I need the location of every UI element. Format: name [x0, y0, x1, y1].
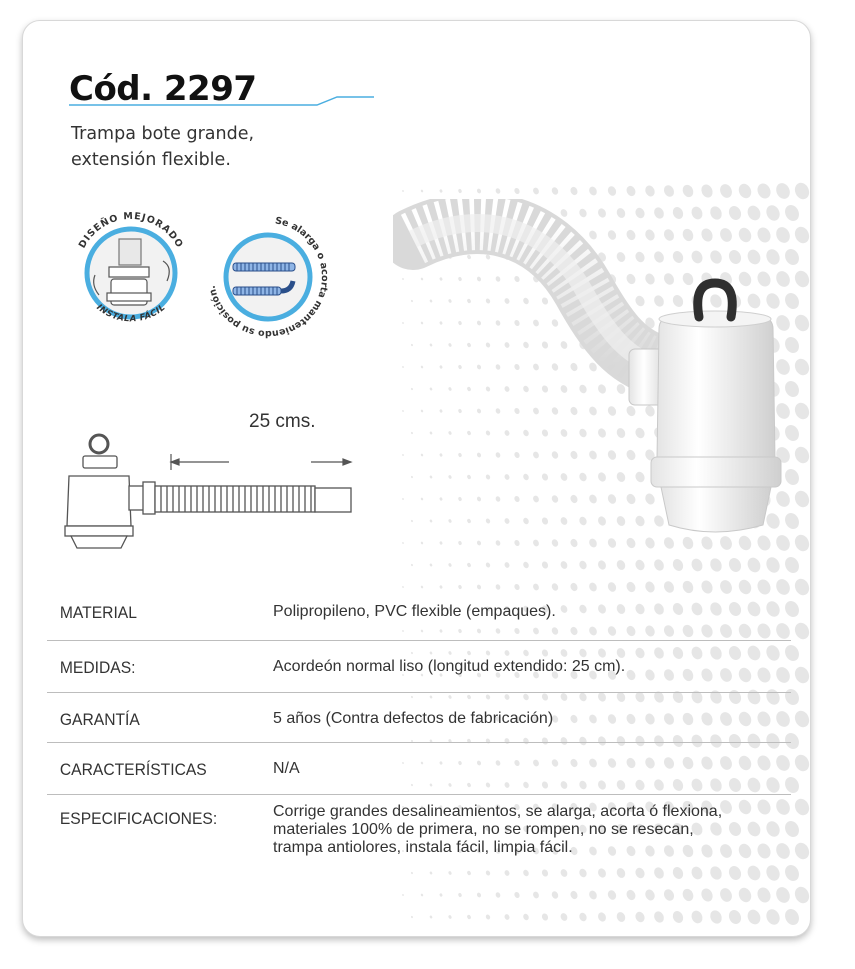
halftone-dot [485, 914, 491, 920]
product-code: Cód. 2297 [69, 69, 257, 109]
halftone-dot [578, 560, 588, 571]
product-description [71, 121, 254, 173]
halftone-dot [615, 559, 627, 572]
spec-label-material: MATERIAL [59, 603, 137, 622]
code-underline [69, 95, 379, 109]
halftone-dot [420, 893, 423, 896]
halftone-dot [782, 907, 801, 928]
halftone-dot [792, 884, 810, 905]
halftone-dot [522, 913, 530, 921]
halftone-dot [458, 540, 463, 545]
halftone-dot [634, 910, 646, 924]
extension-badge [203, 209, 333, 349]
halftone-dot [522, 561, 530, 569]
spec-row-especificaciones [47, 795, 791, 875]
halftone-dot [764, 907, 782, 927]
halftone-dot [578, 912, 588, 923]
halftone-dot [411, 564, 414, 567]
halftone-dot [690, 557, 705, 573]
halftone-dot [476, 188, 482, 194]
spec-row-medidas [47, 641, 791, 693]
halftone-dot [755, 885, 773, 904]
halftone-dot [551, 890, 560, 900]
spec-label-especificaciones: ESPECIFICACIONES: [59, 809, 218, 828]
description-line-2: extensión flexible. [71, 150, 231, 170]
halftone-dot [420, 541, 423, 544]
halftone-dot [458, 892, 463, 897]
halftone-dot [745, 556, 762, 575]
halftone-dot [541, 912, 549, 921]
spec-value-caracteristicas: N/A [273, 760, 300, 777]
halftone-dot [745, 908, 762, 927]
halftone-dot [439, 893, 443, 897]
halftone-dot [792, 576, 810, 597]
halftone-dot [755, 181, 773, 200]
halftone-dot [792, 664, 810, 685]
spec-label-medidas: MEDIDAS: [59, 658, 136, 677]
halftone-dot [466, 562, 471, 568]
halftone-dot [402, 894, 404, 896]
halftone-dot [662, 184, 676, 199]
halftone-dot [699, 183, 714, 200]
halftone-dot [402, 190, 404, 192]
halftone-dot [485, 562, 491, 568]
halftone-dot [439, 541, 443, 545]
halftone-dot [774, 885, 793, 905]
spec-value-line-3: trampa antiolores, instala fácil, limpia fácil. [273, 839, 573, 856]
halftone-dot [588, 185, 598, 196]
halftone-dot [551, 186, 560, 196]
spec-label-caracteristicas: CARACTERÍSTICAS [59, 760, 207, 779]
spec-value-garantia: 5 años (Contra defectos de fabricación) [273, 710, 554, 727]
product-image [393, 199, 803, 539]
halftone-dot [569, 186, 579, 196]
halftone-dot [708, 556, 724, 573]
halftone-dot [541, 560, 549, 569]
halftone-dot [792, 620, 810, 641]
halftone-dot [792, 840, 810, 861]
dimension-drawing [59, 426, 359, 556]
spec-table [47, 581, 791, 875]
halftone-dot [402, 542, 404, 544]
halftone-dot [662, 888, 676, 903]
halftone-dot [504, 913, 511, 920]
halftone-dot [588, 889, 598, 900]
halftone-dot [429, 563, 433, 567]
halftone-dot [588, 537, 598, 548]
halftone-dot [532, 539, 540, 548]
halftone-dot [671, 909, 685, 924]
halftone-dot [681, 887, 696, 903]
badge-text-top: DISEÑO MEJORADO [76, 210, 186, 251]
halftone-dot [708, 908, 724, 925]
halftone-dot [448, 915, 452, 920]
spec-row-garantia [47, 693, 791, 743]
halftone-dot [625, 888, 637, 901]
dimension-label: 25 cms. [249, 411, 316, 432]
halftone-dot [495, 540, 501, 547]
halftone-dot [634, 558, 646, 572]
halftone-dot [495, 188, 501, 195]
product-card [22, 20, 811, 937]
halftone-dot [782, 555, 801, 576]
halftone-dot [532, 187, 540, 196]
halftone-dot [792, 796, 810, 817]
halftone-dot [681, 183, 696, 199]
halftone-dot [671, 557, 685, 572]
badge-text-bottom: INSTALA FÁCIL [94, 302, 168, 325]
halftone-dot [476, 540, 482, 546]
halftone-dot [458, 188, 463, 193]
halftone-dot [597, 911, 608, 923]
halftone-dot [718, 886, 734, 904]
halftone-dot [513, 187, 520, 195]
spec-value-especificaciones [273, 803, 791, 857]
halftone-dot [792, 708, 810, 729]
halftone-dot [690, 909, 705, 925]
halftone-dot [411, 916, 414, 919]
halftone-dot [532, 891, 540, 900]
halftone-dot [736, 886, 753, 904]
halftone-dot [551, 538, 560, 548]
halftone-dot [597, 559, 608, 571]
halftone-dot [727, 556, 744, 574]
badge-ring-text: Se alarga o acorta manteniendo su posición. [206, 215, 331, 340]
spec-value-line-1: Corrige grandes desalineamientos, se alarga, acorta ó flexiona, [273, 803, 723, 820]
halftone-dot [439, 189, 443, 193]
halftone-dot [644, 888, 657, 902]
halftone-dot [559, 560, 568, 570]
halftone-dot [606, 889, 617, 901]
halftone-dot [625, 184, 637, 197]
halftone-dot [466, 914, 471, 920]
spec-row-caracteristicas [47, 743, 791, 795]
halftone-dot [764, 555, 782, 575]
halftone-dot [569, 890, 579, 900]
halftone-dot [699, 887, 714, 904]
halftone-dot [652, 910, 665, 924]
description-line-1: Trampa bote grande, [71, 124, 255, 144]
design-badge [65, 201, 195, 341]
spec-value-medidas: Acordeón normal liso (longitud extendido: 25 cm). [273, 658, 626, 675]
halftone-dot [718, 182, 734, 200]
halftone-dot [513, 891, 520, 899]
halftone-dot [727, 908, 744, 926]
halftone-dot [569, 538, 579, 548]
halftone-dot [606, 185, 617, 197]
halftone-dot [792, 752, 810, 773]
halftone-dot [495, 892, 501, 899]
halftone-dot [504, 561, 511, 568]
halftone-dot [615, 911, 627, 924]
spec-value-material: Polipropileno, PVC flexible (empaques). [273, 603, 556, 620]
halftone-dot [513, 539, 520, 547]
spec-row-material [47, 581, 791, 641]
halftone-dot [652, 558, 665, 572]
halftone-dot [559, 912, 568, 922]
halftone-dot [736, 182, 753, 200]
halftone-dot [644, 184, 657, 198]
halftone-dot [429, 915, 433, 919]
spec-value-line-2: materiales 100% de primera, no se rompen, no se resecan, [273, 821, 694, 838]
halftone-dot [476, 892, 482, 898]
halftone-dot [420, 189, 423, 192]
halftone-dot [448, 563, 452, 568]
spec-label-garantia: GARANTÍA [59, 710, 140, 729]
